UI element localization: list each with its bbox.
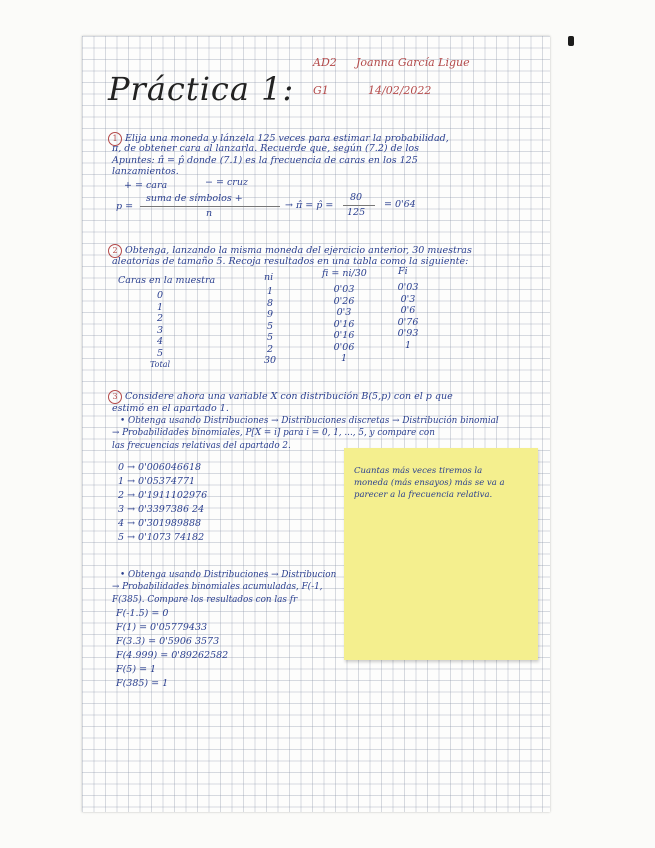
table-cell: 4 bbox=[156, 336, 164, 347]
table-cell: 9 bbox=[266, 309, 274, 320]
page-title: Práctica 1: bbox=[108, 70, 295, 108]
group-label: G1 bbox=[313, 84, 329, 97]
table-cell: 0'16 bbox=[333, 318, 355, 330]
table-cell: 2 bbox=[156, 313, 164, 324]
q2-col-Fi-values bbox=[390, 282, 426, 351]
q1-result-numerator: 80 bbox=[350, 192, 363, 203]
q3-bullet2-line-1: • Obtenga usando Distribuciones → Distribucion bbox=[120, 570, 337, 580]
table-cell: 0'93 bbox=[397, 328, 419, 339]
q1-frac-denominator: n bbox=[206, 208, 213, 219]
q3-prob-0: 0 → 0'006046618 bbox=[118, 462, 202, 473]
author-name: Joanna García Ligue bbox=[356, 56, 470, 69]
sticky-line-2: moneda (más ensayos) más se va a bbox=[354, 478, 505, 488]
q1-result-value: = 0'64 bbox=[384, 199, 416, 210]
table-cell: 1 bbox=[266, 286, 274, 297]
q2-col-Fi: Fi bbox=[398, 266, 408, 277]
table-cell: 5 bbox=[266, 332, 274, 343]
q2-col-ni-values bbox=[255, 286, 285, 367]
table-cell: 0'03 bbox=[397, 282, 419, 293]
q3-prob-3: 3 → 0'3397386 24 bbox=[118, 504, 205, 515]
q2-line-1: 2 Obtenga, lanzando la misma moneda del ejercicio anterior, 30 muestras bbox=[108, 244, 472, 258]
table-cell: 1 bbox=[404, 339, 412, 351]
q1-formula-lhs: p = bbox=[116, 201, 134, 212]
q1-legend-cara: + = cara bbox=[124, 180, 168, 191]
q3-prob-4: 4 → 0'301989888 bbox=[118, 518, 202, 529]
q3-cumul-2: F(3.3) = 0'5906 3573 bbox=[116, 636, 220, 647]
sticky-note bbox=[344, 448, 538, 660]
q2-col-ni: ni bbox=[264, 272, 274, 283]
table-cell: 0'3 bbox=[400, 293, 416, 305]
sticky-line-1: Cuantas más veces tiremos la bbox=[354, 466, 483, 476]
q2-col-fi: fi = ni/30 bbox=[322, 268, 367, 279]
table-cell: 30 bbox=[263, 355, 277, 366]
q3-cumul-5: F(385) = 1 bbox=[116, 678, 169, 689]
date-label: 14/02/2022 bbox=[368, 84, 432, 97]
q2-col-caras: Caras en la muestra bbox=[118, 275, 216, 286]
q2-col-fi-values bbox=[326, 284, 362, 365]
q3-prob-1: 1 → 0'05374771 bbox=[118, 476, 196, 487]
table-cell: 3 bbox=[156, 324, 164, 336]
q3-bullet2-line-3: F(385). Compare los resultados con las fr bbox=[112, 595, 298, 605]
q2-line-2: aleatorias de tamaño 5. Recoja resultados en una tabla como la siguiente: bbox=[112, 256, 469, 267]
q3-cumul-4: F(5) = 1 bbox=[116, 664, 157, 675]
q3-prob-2: 2 → 0'1911102976 bbox=[118, 490, 208, 501]
q3-line-2: estimó en el apartado 1. bbox=[112, 403, 229, 414]
q1-frac-bar bbox=[140, 206, 280, 207]
table-cell: 8 bbox=[266, 297, 274, 309]
q3-bullet2-line-2: → Probabilidades binomiales acumuladas, F(-1, bbox=[112, 582, 323, 592]
table-cell: 0'6 bbox=[400, 305, 416, 316]
table-cell: 0 bbox=[156, 290, 164, 301]
q1-frac-numerator: suma de símbolos + bbox=[146, 193, 243, 204]
table-cell: 2 bbox=[266, 343, 274, 355]
q3-bullet1-line-1: • Obtenga usando Distribuciones → Distribuciones discretas → Distribución binomial bbox=[120, 416, 499, 426]
q2-col-x-values bbox=[145, 290, 175, 371]
q2-number: 2 bbox=[108, 244, 122, 258]
table-cell: Total bbox=[149, 360, 171, 369]
q1-number: 1 bbox=[108, 132, 122, 146]
q3-prob-5: 5 → 0'1073 74182 bbox=[118, 532, 205, 543]
q3-cumul-0: F(-1.5) = 0 bbox=[116, 608, 169, 619]
table-cell: 1 bbox=[156, 301, 164, 313]
table-cell: 0'26 bbox=[333, 295, 355, 307]
sticky-line-3: parecer a la frecuencia relativa. bbox=[354, 490, 493, 500]
spiral-ring bbox=[568, 36, 574, 46]
q3-line-1: 3 Considere ahora una variable X con distribución B(5,p) con el p que bbox=[108, 390, 453, 404]
q3-cumul-3: F(4.999) = 0'89262582 bbox=[116, 650, 229, 661]
table-cell: 0'03 bbox=[333, 284, 355, 295]
table-cell: 5 bbox=[156, 347, 164, 359]
table-cell: 0'06 bbox=[333, 341, 355, 353]
table-cell: 1 bbox=[340, 353, 348, 364]
q3-cumul-1: F(1) = 0'05779433 bbox=[116, 622, 208, 633]
q1-line-1: 1 Elija una moneda y lánzela 125 veces para estimar la probabilidad, bbox=[108, 132, 449, 146]
course-code: AD2 bbox=[313, 56, 337, 69]
q1-arrow: → π̂ = p̂ = bbox=[285, 200, 334, 211]
q1-result-bar bbox=[343, 205, 375, 206]
table-cell: 0'76 bbox=[397, 316, 419, 328]
q1-line-3: Apuntes: π̂ = p̂ donde (7.1) es la frecuencia de caras en los 125 bbox=[112, 155, 418, 166]
q3-bullet1-line-3: las frecuencias relativas del apartado 2. bbox=[112, 441, 291, 451]
q1-line-4: lanzamientos. bbox=[112, 166, 179, 177]
q1-result-denominator: 125 bbox=[347, 207, 366, 218]
q3-bullet1-line-2: → Probabilidades binomiales, P[X = i] para i = 0, 1, ..., 5, y compare con bbox=[112, 428, 435, 438]
table-cell: 0'3 bbox=[336, 307, 352, 318]
table-cell: 5 bbox=[266, 320, 274, 332]
q1-legend-cruz: − = cruz bbox=[205, 177, 248, 188]
table-cell: 0'16 bbox=[333, 330, 355, 341]
q1-line-2: π, de obtener cara al lanzarla. Recuerde que, según (7.2) de los bbox=[112, 143, 419, 154]
q3-number: 3 bbox=[108, 390, 122, 404]
